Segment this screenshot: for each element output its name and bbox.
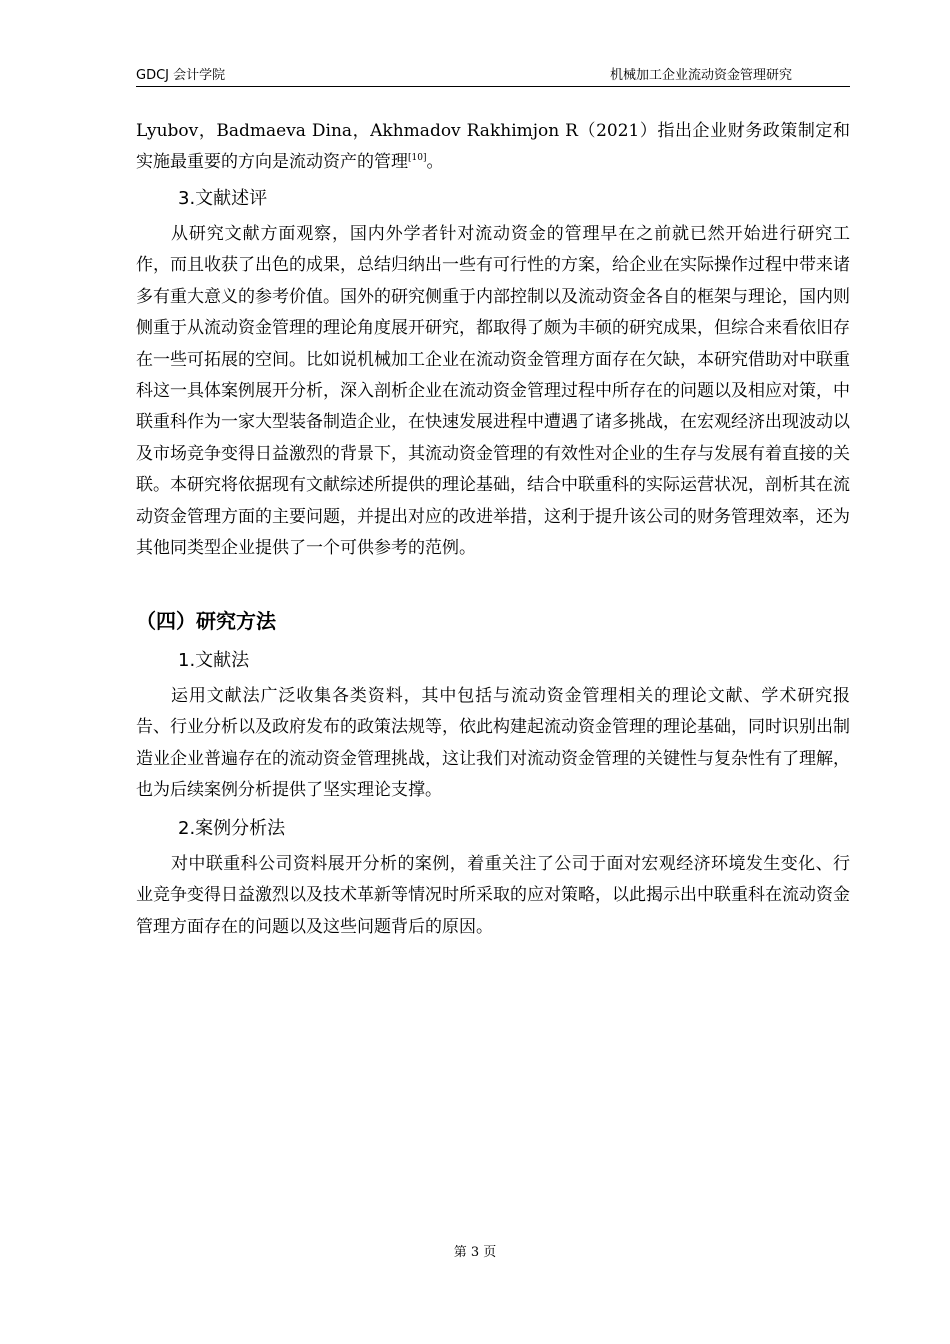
heading-literature-method: 1.文献法 [178,650,250,671]
intro-paragraph [136,116,850,179]
heading-research-methods: （四）研究方法 [136,609,276,633]
header-school: GDCJ 会计学院 [136,68,226,83]
heading-case-analysis: 2.案例分析法 [178,818,286,839]
page-number: 第 3 页 [453,1245,497,1260]
page-header [136,66,850,87]
heading-literature-review: 3.文献述评 [178,188,268,209]
intro-text: Lyubov，Badmaeva Dina，Akhmadov Rakhimjon R（2021）指出企业财务政策制定和实施最重要的方向是流动资产的管理 [136,121,850,173]
case-analysis-paragraph: 对中联重科公司资料展开分析的案例，着重关注了公司于面对宏观经济环境发生变化、行业竞争变得日益激烈以及技术革新等情况时所采取的应对策略，以此揭示出中联重科在流动资金管理方面存在的问题以及这些问题背后的原因。 [136,854,850,937]
literature-method-paragraph: 运用文献法广泛收集各类资料，其中包括与流动资金管理相关的理论文献、学术研究报告、行业分析以及政府发布的政策法规等，依此构建起流动资金管理的理论基础，同时识别出制造业企业普遍存在的流动资金管理挑战，这让我们对流动资金管理的关键性与复杂性有了理解，也为后续案例分析提供了坚实理论支撑。 [136,686,850,801]
review-paragraph: 从研究文献方面观察，国内外学者针对流动资金的管理早在之前就已然开始进行研究工作，而且收获了出色的成果，总结归纳出一些有可行性的方案，给企业在实际操作过程中带来诸多有重大意义的参考价值。国外的研究侧重于内部控制以及流动资金各自的框架与理论，国内则侧重于从流动资金管理的理论角度展开研究，都取得了颇为丰硕的研究成果，但综合来看依旧存在一些可拓展的空间。比如说机械加工企业在流动资金管理方面存在欠缺，本研究借助对中联重科这一具体案例展开分析，深入剖析企业在流动资金管理过程中所存在的问题以及相应对策，中联重科作为一家大型装备制造企业，在快速发展进程中遭遇了诸多挑战，在宏观经济出现波动以及市场竞争变得日益激烈的背景下，其流动资金管理的有效性对企业的生存与发展有着直接的关联。本研究将依据现有文献综述所提供的理论基础，结合中联重科的实际运营状况，剖析其在流动资金管理方面的主要问题，并提出对应的改进举措，这利于提升该公司的财务管理效率，还为其他同类型企业提供了一个可供参考的范例。 [136,224,850,559]
citation-marker: [10] [408,153,427,164]
intro-end: 。 [426,152,444,173]
header-title: 机械加工企业流动资金管理研究 [609,68,792,83]
